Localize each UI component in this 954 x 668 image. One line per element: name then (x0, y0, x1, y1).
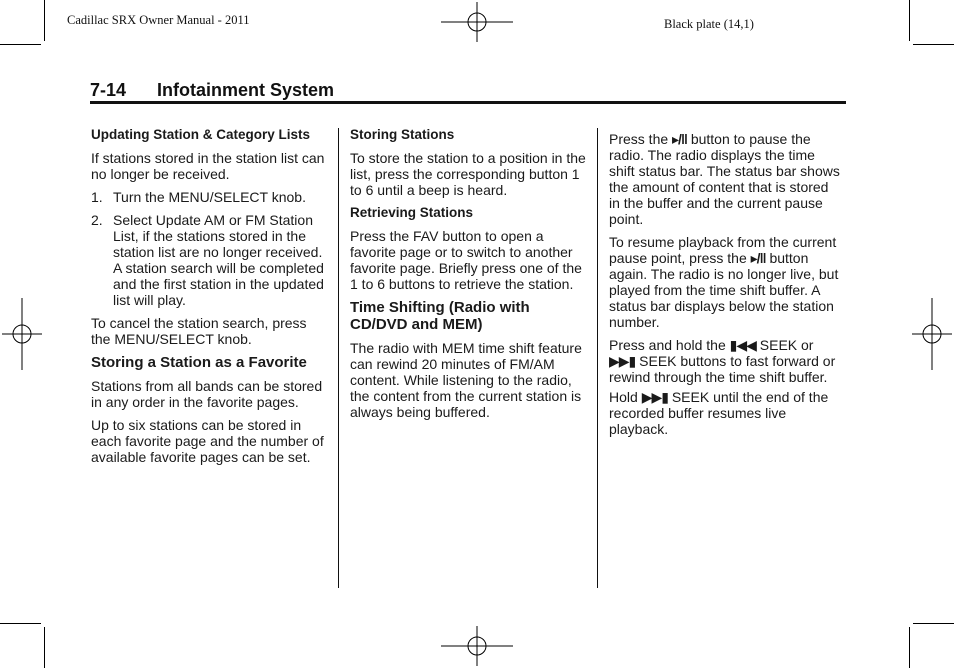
paragraph: Up to six stations can be stored in each favorite page and the number of available favorite pages can be set. (91, 417, 324, 465)
paragraph: If stations stored in the station list can no longer be received. (91, 150, 325, 182)
text-span: To resume playback from the current pause point, press the (609, 234, 837, 266)
document-title: Cadillac SRX Owner Manual - 2011 (67, 13, 250, 27)
registration-mark-icon (912, 298, 952, 370)
registration-mark-icon (441, 626, 513, 666)
seek-back-icon: ▮◀◀ (729, 337, 756, 353)
text-span: Hold (609, 389, 638, 405)
seek-forward-icon: ▶▶▮ (641, 389, 668, 405)
paragraph (609, 337, 843, 385)
column-divider (597, 128, 598, 588)
paragraph (609, 131, 843, 227)
crop-mark (913, 623, 954, 624)
crop-mark (0, 44, 41, 45)
heading-time-shifting: Time Shifting (Radio with CD/DVD and MEM) (350, 299, 530, 333)
crop-mark (909, 0, 910, 41)
crop-mark (913, 44, 954, 45)
text-span: button to pause the radio. The radio displays the time shift status bar. The status bar shows the amount of content that is stored in the buffer and the current pause point. (609, 131, 840, 227)
list-item (91, 189, 327, 205)
list-number: 1. (91, 189, 103, 205)
list-text: Select Update AM or FM Station List, if the stations stored in the station list are no longer received. A station search will be completed and the first station in the updated list will play. (113, 212, 324, 308)
paragraph (609, 234, 843, 330)
heading-retrieving-stations: Retrieving Stations (350, 205, 474, 220)
section-heading (90, 80, 334, 101)
paragraph (609, 389, 843, 437)
paragraph: To store the station to a position in the list, press the corresponding button 1 to 6 until a beep is heard. (350, 150, 586, 198)
heading-rule (90, 101, 846, 104)
column-2 (350, 127, 586, 427)
play-pause-icon: ▸/‖ (672, 131, 687, 147)
heading-updating-station: Updating Station & Category Lists (91, 127, 311, 142)
text-span: button again. The radio is no longer live, but played from the time shift buffer. A status bar displays below the station number. (609, 250, 839, 330)
section-title: Infotainment System (157, 80, 335, 100)
text-span: SEEK buttons to fast forward or rewind through the time shift buffer. (609, 353, 836, 385)
text-span: Press and hold the (609, 337, 726, 353)
list-number: 2. (91, 212, 103, 228)
text-span: SEEK until the end of the recorded buffer resumes live playback. (609, 389, 829, 437)
column-divider (338, 128, 339, 588)
list-item (91, 212, 327, 308)
heading-storing-stations: Storing Stations (350, 127, 455, 142)
crop-mark (0, 623, 41, 624)
text-span: SEEK or (759, 337, 814, 353)
paragraph: The radio with MEM time shift feature can rewind 20 minutes of FM/AM content. While listening to the radio, the content from the current station is always being buffered. (350, 340, 582, 420)
seek-forward-icon: ▶▶▮ (609, 353, 636, 369)
play-pause-icon: ▸/‖ (750, 250, 766, 266)
registration-mark-icon (2, 298, 42, 370)
paragraph: Press the FAV button to open a favorite page or to switch to another favorite page. Briefly press one of the 1 to 6 buttons to retrieve the station. (350, 228, 582, 292)
list-text: Turn the MENU/SELECT knob. (113, 189, 306, 205)
text-span: Press the (609, 131, 669, 147)
paragraph: Stations from all bands can be stored in any order in the favorite pages. (91, 378, 323, 410)
column-1 (91, 127, 327, 472)
page-number: 7-14 (90, 80, 127, 100)
crop-mark (909, 627, 910, 668)
column-3 (609, 131, 843, 444)
plate-label: Black plate (14,1) (664, 17, 754, 31)
registration-mark-icon (441, 2, 513, 42)
heading-storing-favorite: Storing a Station as a Favorite (91, 354, 307, 371)
paragraph: To cancel the station search, press the MENU/SELECT knob. (91, 315, 307, 347)
crop-mark (44, 0, 45, 41)
crop-mark (44, 627, 45, 668)
